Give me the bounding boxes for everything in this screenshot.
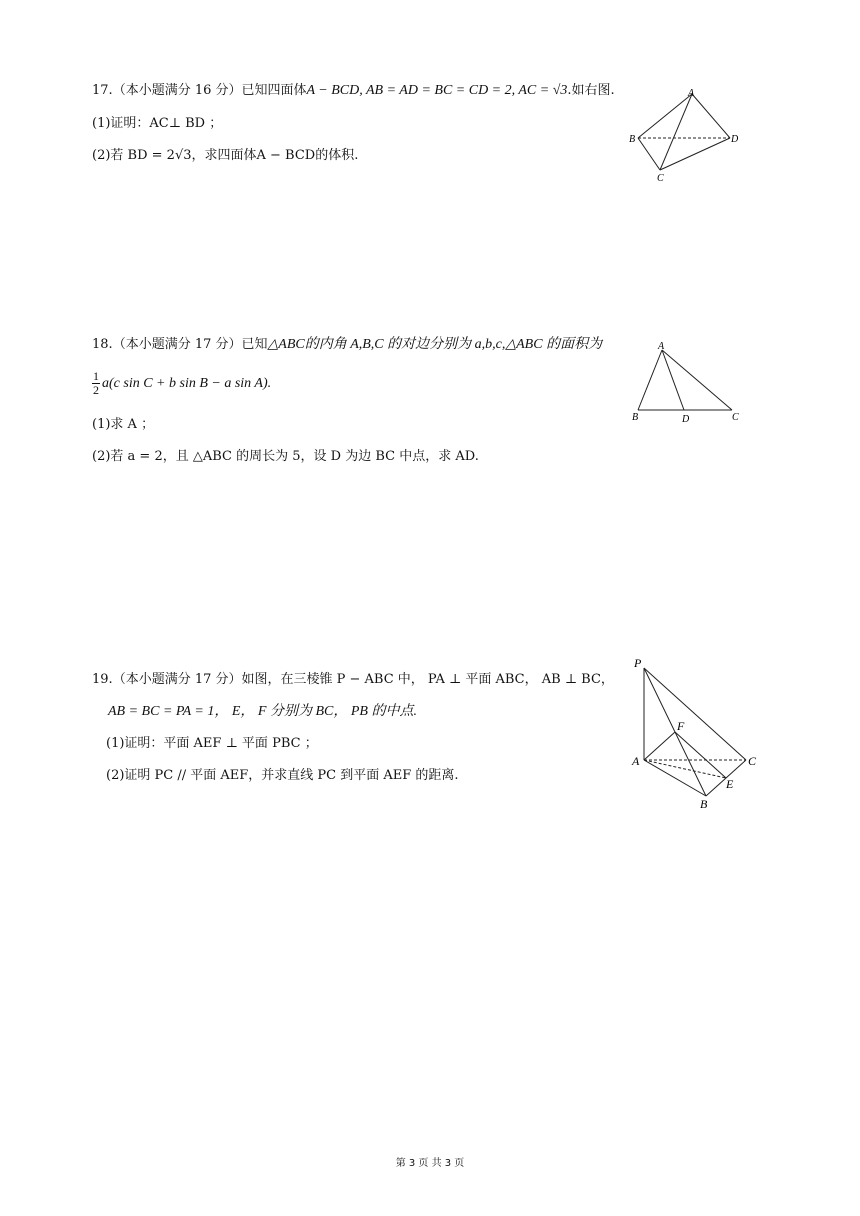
fig19-label-c: C: [748, 754, 757, 768]
fig17-label-a: A: [688, 88, 695, 99]
problem-17-tail: .如右图.: [567, 83, 615, 98]
fraction-denominator: 2: [93, 383, 99, 397]
problem-18-header: （本小题满分 17 分）已知: [112, 337, 268, 352]
problem-18-part-2: (2)若 a = 2，且 △ABC 的周长为 5，设 D 为边 BC 中点，求 AD.: [92, 449, 479, 464]
problem-19-statement: [92, 671, 614, 689]
fig18-label-a: A: [658, 341, 665, 352]
fig18-label-d: D: [682, 414, 690, 425]
problem-17-part-1: (1)证明：AC⊥ BD ；: [92, 116, 223, 131]
problem-18-text: △ABC的内角 A,B,C 的对边分别为 a,b,c,△ABC 的面积为: [267, 337, 603, 352]
fig19-label-b: B: [700, 797, 708, 811]
fig17-label-c: C: [657, 173, 664, 184]
problem-19-figure: [624, 654, 764, 814]
problem-19-header: （本小题满分 17 分）如图，在三棱锥 P − ABC 中， PA ⊥ 平面 ABC， AB ⊥ BC，: [112, 672, 614, 687]
fig19-label-p: P: [634, 656, 642, 670]
fig18-label-c: C: [732, 412, 739, 423]
fig18-label-b: B: [632, 412, 639, 423]
problem-17-condition: A − BCD, AB = AD = BC = CD = 2, AC = √3: [306, 83, 568, 98]
problem-17-statement: [92, 82, 615, 100]
problem-19-part-2: (2)证明 PC // 平面 AEF，并求直线 PC 到平面 AEF 的距离.: [106, 768, 459, 783]
page-footer: 第 3 页 共 3 页: [395, 1158, 465, 1169]
problem-18-area: [92, 370, 271, 398]
problem-18-statement: [92, 336, 602, 354]
fig17-label-b: B: [629, 134, 636, 145]
problem-17-header: （本小题满分 16 分）已知四面体: [112, 83, 307, 98]
area-fraction: [92, 370, 100, 397]
area-expression: a(c sin C + b sin B − a sin A).: [102, 376, 272, 391]
problem-17-figure: [620, 86, 750, 186]
fraction-numerator: 1: [93, 369, 99, 383]
problem-18-part-1: (1)求 A ；: [92, 417, 155, 432]
problem-18-figure: [626, 338, 746, 428]
fig19-label-f: F: [677, 719, 685, 733]
fig19-label-a: A: [632, 754, 640, 768]
problem-19-part-1: (1)证明：平面 AEF ⊥ 平面 PBC ；: [106, 736, 318, 751]
problem-17-part-2: (2)若 BD = 2√3，求四面体A − BCD的体积.: [92, 148, 359, 163]
problem-17-number: 17.: [92, 83, 113, 98]
fig19-label-e: E: [726, 777, 734, 791]
fig17-label-d: D: [731, 134, 739, 145]
problem-19-number: 19.: [92, 672, 113, 687]
problem-18-number: 18.: [92, 337, 113, 352]
problem-19-line-2: AB = BC = PA = 1， E， F 分别为 BC， PB 的中点.: [108, 704, 417, 719]
